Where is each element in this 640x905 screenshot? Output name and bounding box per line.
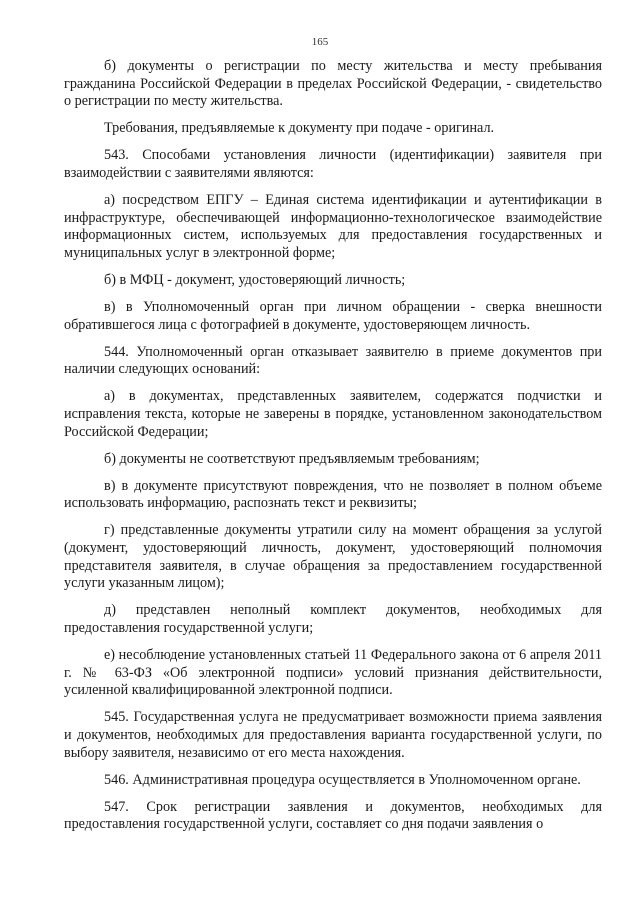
paragraph: 543. Способами установления личности (идентификации) заявителя при взаимодействии с заявителями являются: [64, 147, 602, 181]
paragraph: а) посредством ЕПГУ – Единая система идентификации и аутентификации в инфраструктуре, обеспечивающей информационно-технологическое взаимодействие информационных систем, используемых для предоставления государственных и муниципальных услуг в электронной форме; [64, 192, 602, 261]
paragraph: б) документы о регистрации по месту жительства и месту пребывания гражданина Российской Федерации в пределах Российской Федерации, - свидетельство о регистрации по месту жительства. [64, 58, 602, 110]
paragraph: а) в документах, представленных заявителем, содержатся подчистки и исправления текста, которые не заверены в порядке, установленном законодательством Российской Федерации; [64, 388, 602, 440]
paragraph: д) представлен неполный комплект документов, необходимых для предоставления государственной услуги; [64, 602, 602, 636]
paragraph: г) представленные документы утратили силу на момент обращения за услугой (документ, удостоверяющий личность, документ, удостоверяющий полномочия представителя заявителя, в случае обращения за предоставлением государственной услуги указанным лицом); [64, 522, 602, 592]
paragraph: в) в документе присутствуют повреждения, что не позволяет в полном объеме использовать информацию, распознать текст и реквизиты; [64, 477, 602, 512]
page-number: 165 [311, 36, 329, 48]
paragraph: 546. Административная процедура осуществляется в Уполномоченном органе. [104, 771, 581, 788]
paragraph: Требования, предъявляемые к документу при подаче - оригинал. [104, 120, 495, 137]
document-body [64, 58, 602, 843]
paragraph: 544. Уполномоченный орган отказывает заявителю в приеме документов при наличии следующих оснований: [64, 343, 602, 378]
paragraph: б) в МФЦ - документ, удостоверяющий личность; [104, 271, 406, 288]
paragraph: 547. Срок регистрации заявления и документов, необходимых для предоставления государственной услуги, составляет со дня подачи заявления о [64, 798, 602, 833]
paragraph: е) несоблюдение установленных статьей 11 Федерального закона от 6 апреля 2011 г. № 63-ФЗ «Об электронной подписи» условий признания действительности, усиленной квалифицированной электронной подписи. [64, 647, 602, 699]
paragraph: 545. Государственная услуга не предусматривает возможности приема заявления и документов, необходимых для предоставления варианта государственной услуги, по выбору заявителя, независимо от его места нахождения. [64, 709, 602, 761]
paragraph: в) в Уполномоченный орган при личном обращении - сверка внешности обратившегося лица с фотографией в документе, удостоверяющем личность. [64, 299, 602, 333]
paragraph: б) документы не соответствуют предъявляемым требованиям; [104, 450, 480, 467]
